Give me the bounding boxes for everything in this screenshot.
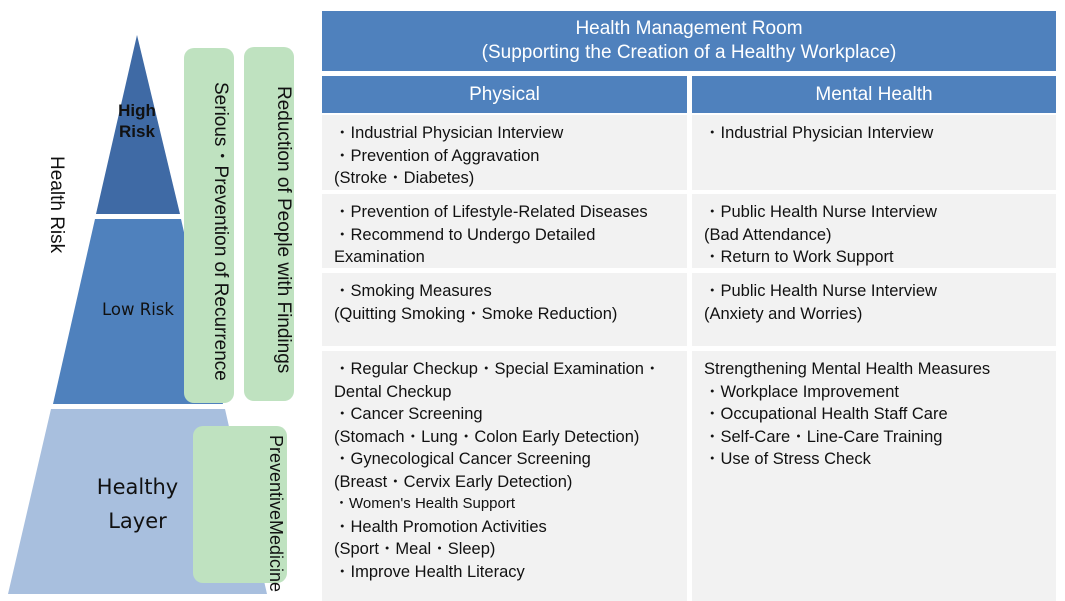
cell-physical-row4: ・Regular Checkup・Special Examination・ Dental Checkup ・Cancer Screening (Stomach・Lung・Colon Early Detection) ・Gynecological Cancer Screening (Breast・Cervix Early Detection) ・Women's Health Support ・Health Promotion Activities (Sport・Meal・Sleep) ・Improve Health Literacy (322, 351, 687, 601)
healthy-layer-label: Healthy Layer (96, 475, 179, 533)
table-title: Health Management Room (Supporting the Creation of a Healthy Workplace) (322, 11, 1056, 71)
cell-physical-row2: ・Prevention of Lifestyle-Related Diseases ・Recommend to Undergo Detailed Examination (322, 194, 687, 268)
health-risk-axis-label: Health Risk (46, 156, 67, 254)
column-header-physical: Physical (322, 76, 687, 113)
cell-mental-row4: Strengthening Mental Health Measures ・Workplace Improvement ・Occupational Health Staff Care ・Self-Care・Line-Care Training ・Use of Stress Check (692, 351, 1056, 601)
column-header-mental-health: Mental Health (692, 76, 1056, 113)
cell-physical-row1: ・Industrial Physician Interview ・Prevention of Aggravation (Stroke・Diabetes) (322, 115, 687, 190)
cell-mental-row2: ・Public Health Nurse Interview (Bad Attendance) ・Return to Work Support (692, 194, 1056, 268)
preventive-medicine-pill: Preventive Medicine (193, 426, 287, 583)
cell-mental-row3: ・Public Health Nurse Interview (Anxiety and Worries) (692, 273, 1056, 346)
cell-physical-row3: ・Smoking Measures (Quitting Smoking・Smoke Reduction) (322, 273, 687, 346)
risk-pyramid (0, 0, 320, 601)
reduction-findings-pill: Reduction of People with Findings (244, 47, 294, 401)
high-risk-label: High Risk (118, 101, 156, 141)
cell-mental-row1: ・Industrial Physician Interview (692, 115, 1056, 190)
serious-prevention-pill: Serious・Prevention of Recurrence (184, 48, 234, 403)
low-risk-label: Low Risk (102, 300, 174, 319)
